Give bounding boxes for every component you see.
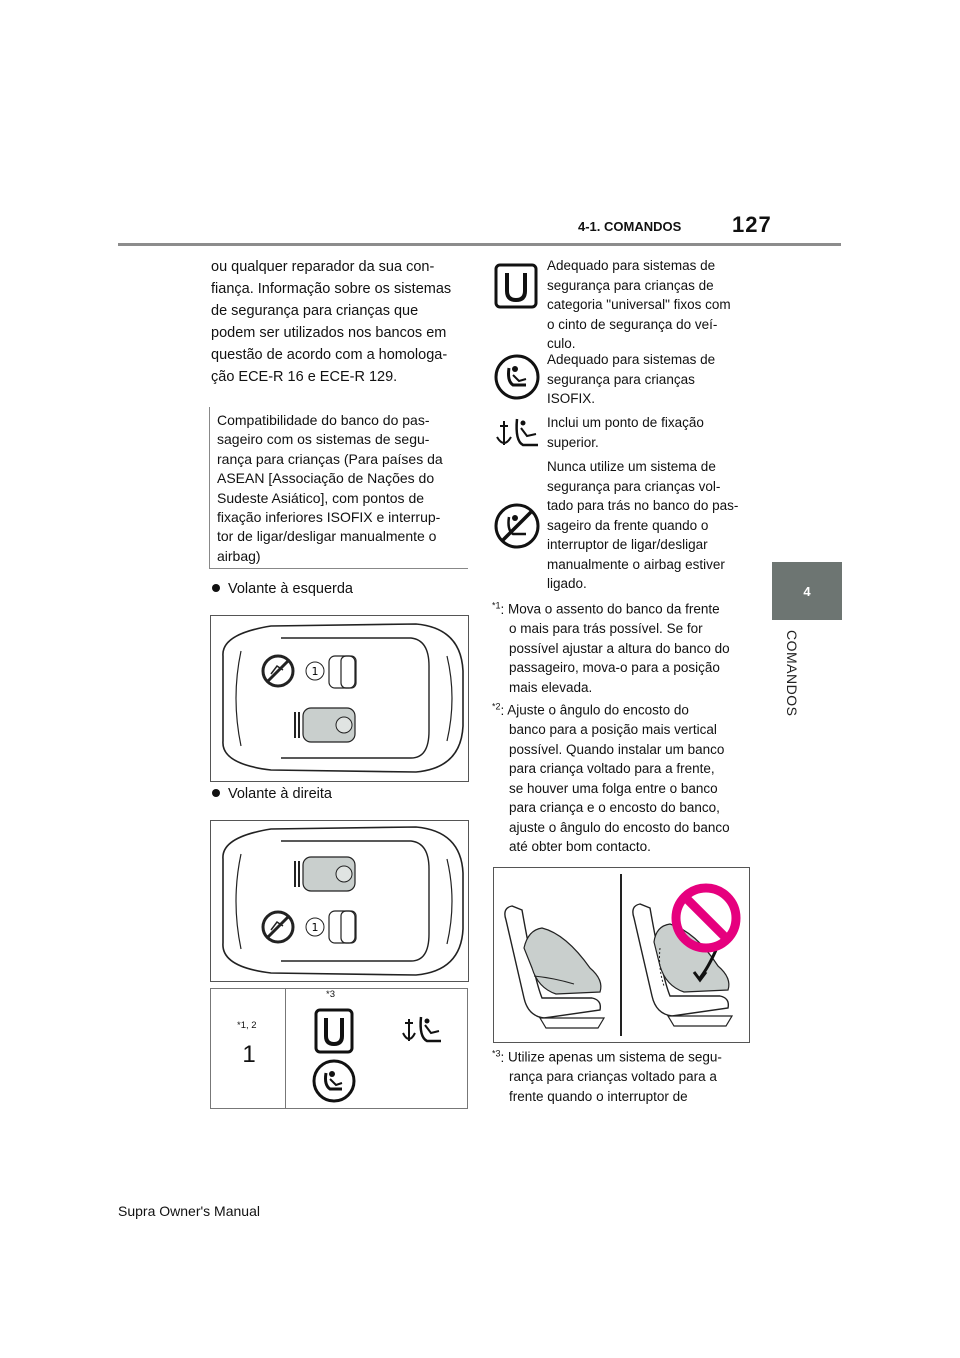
note-mark: *2 <box>492 701 501 711</box>
car-top-view-left <box>211 616 468 781</box>
intro-line: ou qualquer reparador da sua con- <box>211 259 435 275</box>
intro-paragraph <box>211 256 473 388</box>
chapter-label: COMANDOS <box>784 630 800 717</box>
seat-angle-illustration <box>494 868 749 1042</box>
note-line: Mova o assento do banco da frente <box>508 601 720 617</box>
legend-line: Adequado para sistemas de <box>547 258 716 273</box>
footer-text: Supra Owner's Manual <box>118 1203 260 1219</box>
note-line: se houver uma folga entre o banco <box>509 780 718 796</box>
chapter-tab[interactable] <box>772 562 842 620</box>
compat-line: rança para crianças (Para países da <box>217 450 443 467</box>
note-1: $^{*1}$: Mova o assento do banco da frente o mais para trás possível. Se for possível ajustar a altura do banco do passageiro, mova-o para a posição mais elevada. <box>492 596 754 697</box>
legend-line: interruptor de ligar/desligar <box>547 537 708 552</box>
legend-line: o cinto de segurança do veí- <box>547 316 718 332</box>
note-mark: *3 <box>492 1048 501 1058</box>
note-line: para criança e o encosto do banco, <box>509 800 720 815</box>
note-line: passageiro, mova-o para a posição <box>509 660 720 675</box>
note-3: $^{*3}$: Utilize apenas um sistema de segu- rança para crianças voltado para a frente quando o interruptor de <box>492 1044 754 1106</box>
universal-u-icon <box>314 1008 354 1054</box>
legend-isofix <box>494 350 756 410</box>
section-title: 4-1. COMANDOS <box>578 219 682 234</box>
note-line: Utilize apenas um sistema de segu- <box>508 1049 722 1065</box>
top-tether-anchor-icon <box>399 1013 445 1049</box>
table-divider <box>285 989 286 1108</box>
header-rule <box>118 243 841 246</box>
row-number: 1 <box>242 1041 256 1068</box>
legend-line: superior. <box>547 434 599 450</box>
note-line: o mais para trás possível. Se for <box>509 621 703 636</box>
compat-line: fixação inferiores ISOFIX e interrup- <box>217 509 441 526</box>
compat-line: Sudeste Asiático], com pontos de <box>217 489 425 506</box>
legend-line: tado para trás no banco do pas- <box>547 498 739 513</box>
legend-line: manualmente o airbag estiver <box>547 556 725 572</box>
note-line: até obter bom contacto. <box>509 839 651 854</box>
intro-line: ção ECE-R 16 e ECE-R 129. <box>211 369 398 385</box>
legend-line: Inclui um ponto de fixação <box>547 415 704 430</box>
legend-universal <box>494 256 756 352</box>
isofix-seat-icon <box>494 354 540 400</box>
page-number: 127 <box>732 212 772 237</box>
intro-line: fiança. Informação sobre os sistemas <box>211 281 452 297</box>
chapter-number: 4 <box>803 583 811 599</box>
compat-line: airbag) <box>217 547 261 564</box>
intro-line: podem ser utilizados nos bancos em <box>211 325 447 341</box>
legend-line: ligado. <box>547 576 587 591</box>
note-line: banco para a posição mais vertical <box>509 722 717 737</box>
figure-right-hand-drive <box>210 820 469 982</box>
legend-line: ISOFIX. <box>547 391 596 406</box>
compatibility-table <box>210 988 468 1109</box>
compat-line: Compatibilidade do banco do pas- <box>217 412 430 428</box>
isofix-seat-icon <box>312 1059 356 1103</box>
no-rear-facing-icon <box>494 503 540 549</box>
compat-line: tor de ligar/desligar manualmente o <box>217 528 437 545</box>
seat-marker: 1 <box>311 921 319 934</box>
note-line: possível. Quando instalar um banco <box>509 741 725 757</box>
seat-marker: 1 <box>311 665 319 678</box>
bullet-label: Volante à direita <box>228 786 332 802</box>
column-note: *3 <box>326 989 335 1000</box>
legend-line: categoria "universal" fixos com <box>547 297 731 312</box>
legend-top-tether <box>494 413 756 453</box>
figure-seat-angle <box>493 867 750 1043</box>
compatibility-heading <box>209 407 468 569</box>
legend-text <box>547 413 757 452</box>
legend-line: segurança para crianças de <box>547 277 714 293</box>
note-mark: *1 <box>492 600 501 610</box>
top-tether-anchor-icon <box>494 415 542 453</box>
legend-line: segurança para crianças vol- <box>547 478 721 494</box>
compat-line: sageiro com os sistemas de segu- <box>217 431 430 448</box>
legend-text <box>547 457 757 594</box>
legend-text <box>547 350 757 409</box>
legend-text <box>547 256 757 354</box>
universal-u-icon <box>494 263 538 309</box>
car-top-view-right <box>211 821 468 981</box>
legend-no-rear-facing <box>494 457 756 593</box>
note-line: para criança voltado para a frente, <box>509 761 715 776</box>
bullet-right-hand-drive <box>208 786 332 802</box>
bullet-icon <box>212 584 220 592</box>
note-line: frente quando o interruptor de <box>509 1088 688 1104</box>
intro-line: questão de acordo com a homologa- <box>211 347 448 363</box>
intro-line: de segurança para crianças que <box>211 303 419 319</box>
note-line: Ajuste o ângulo do encosto do <box>507 702 689 718</box>
note-line: rança para crianças voltado para a <box>509 1069 717 1084</box>
legend-line: Nunca utilize um sistema de <box>547 459 716 474</box>
bullet-icon <box>212 789 220 797</box>
legend-line: sageiro da frente quando o <box>547 517 709 533</box>
legend-line: Adequado para sistemas de <box>547 352 716 367</box>
legend-line: culo. <box>547 336 576 351</box>
row-label: *1, 2 <box>237 1020 257 1031</box>
note-line: ajuste o ângulo do encosto do banco <box>509 819 730 835</box>
figure-left-hand-drive <box>210 615 469 782</box>
bullet-label: Volante à esquerda <box>228 581 353 597</box>
note-line: possível ajustar a altura do banco do <box>509 640 730 656</box>
bullet-left-hand-drive <box>208 581 353 597</box>
legend-line: segurança para crianças <box>547 371 695 387</box>
compat-line: ASEAN [Associação de Nações do <box>217 470 435 487</box>
note-2: $^{*2}$: Ajuste o ângulo do encosto do banco para a posição mais vertical possível. Quando instalar um banco para criança voltado para a frente, se houver uma folga entre o banco para criança e o encosto do banco, ajuste o ângulo do encosto do banco até obter bom contacto. <box>492 697 754 857</box>
note-line: mais elevada. <box>509 679 593 695</box>
